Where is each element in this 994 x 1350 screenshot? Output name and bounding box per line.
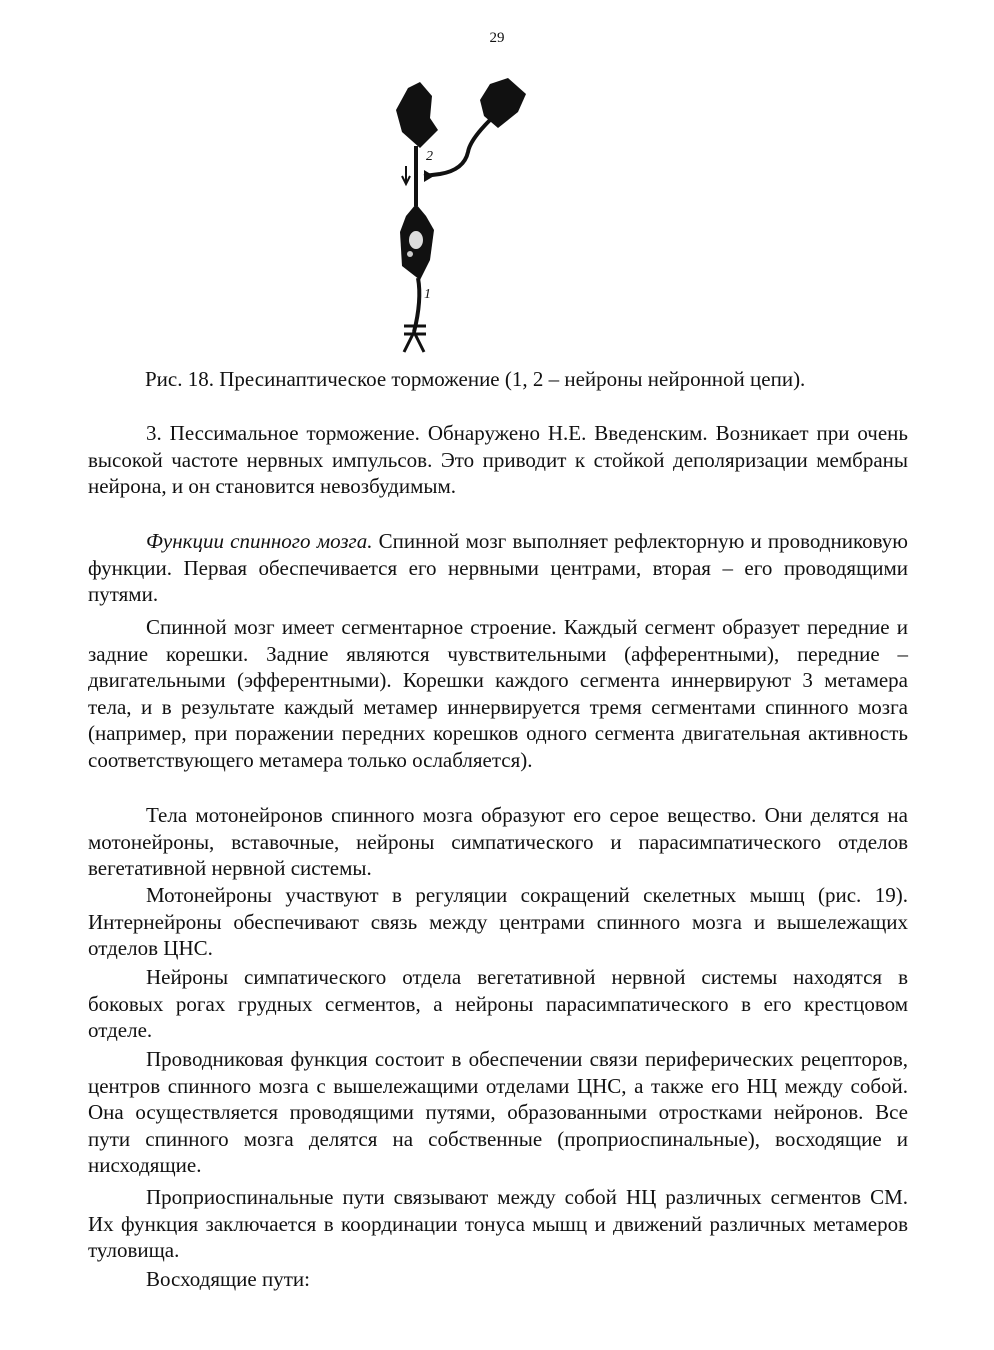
neuron-chain-figure xyxy=(380,70,540,365)
paragraph-text: Нейроны симпатического отдела вегетативной нервной системы находятся в боковых рогах грудных сегментов, а нейроны парасимпатического в его крестцовом отделе. xyxy=(88,965,908,1043)
neuron-label-1: 1 xyxy=(424,287,431,302)
paragraph-text: 3. Пессимальное торможение. Обнаружено Н.Е. Введенским. Возникает при очень высокой частоте нервных импульсов. Это приводит к стойкой деполяризации мембраны нейрона, и он становится невозбудимым. xyxy=(88,421,908,499)
paragraph-text: Восходящие пути: xyxy=(146,1267,310,1291)
paragraph-ascending-paths xyxy=(88,1266,908,1293)
presynaptic-inhibition-diagram xyxy=(380,70,540,365)
neuron-upper-left-body xyxy=(396,82,438,148)
paragraph-text: Тела мотонейронов спинного мозга образуют его серое вещество. Они делятся на мотонейроны, вставочные, нейроны симпатического и парасимпатического отделов вегетативной нервной системы. xyxy=(88,803,908,881)
figure-caption: Рис. 18. Пресинаптическое торможение (1, 2 – нейроны нейронной цепи). xyxy=(145,367,806,391)
neuron-label-2: 2 xyxy=(426,149,433,164)
paragraph-motoneurons-grey xyxy=(88,802,908,882)
paragraph-propriospinal xyxy=(88,1184,908,1264)
paragraph-text: Проприоспинальные пути связывают между собой НЦ различных сегментов СМ. Их функция заключается в координации тонуса мышц и движений различных метамеров туловища. xyxy=(88,1185,908,1263)
paragraph-text: Спинной мозг выполняет рефлекторную и проводниковую функции. Первая обеспечивается его нервными центрами, вторая – его проводящими путями. xyxy=(88,529,908,607)
paragraph-text: Мотонейроны участвуют в регуляции сокращений скелетных мышц (рис. 19). Интернейроны обеспечивают связь между центрами спинного мозга и вышележащих отделов ЦНС. xyxy=(88,883,908,961)
paragraph-text: Проводниковая функция состоит в обеспечении связи периферических рецепторов, центров спинного мозга с вышележащими отделами ЦНС, а также его НЦ между собой. Она осуществляется проводящими путями, образованными отростками нейронов. Все пути спинного мозга делятся на собственные (проприоспинальные), восходящие и нисходящие. xyxy=(88,1047,908,1178)
paragraph-pessimal-inhibition xyxy=(88,420,908,500)
paragraph-conductive-function xyxy=(88,1046,908,1179)
paragraph-spinal-functions xyxy=(88,528,908,608)
paragraph-sympathetic xyxy=(88,964,908,1044)
impulse-arrow xyxy=(402,166,410,184)
page-number: 29 xyxy=(489,30,505,46)
paragraph-motoneurons-role xyxy=(88,882,908,962)
axo-axonal-synapse xyxy=(424,170,434,182)
paragraph-text: Спинной мозг имеет сегментарное строение. Каждый сегмент образует передние и задние корешки. Задние являются чувствительными (афферентными), передние – двигательными (эфферентными). Корешки каждого сегмента иннервируют 3 метамера тела, и в результате каждый метамер иннервируется тремя сегментами спинного мозга (например, при поражении передних корешков одного сегмента двигательная активность соответствующего метамера только ослабляется). xyxy=(88,615,908,772)
paragraph-segments xyxy=(88,614,908,774)
section-heading: Функции спинного мозга. xyxy=(146,529,373,553)
axon-lower xyxy=(414,278,419,332)
neuron-lower-nucleus xyxy=(409,231,423,249)
